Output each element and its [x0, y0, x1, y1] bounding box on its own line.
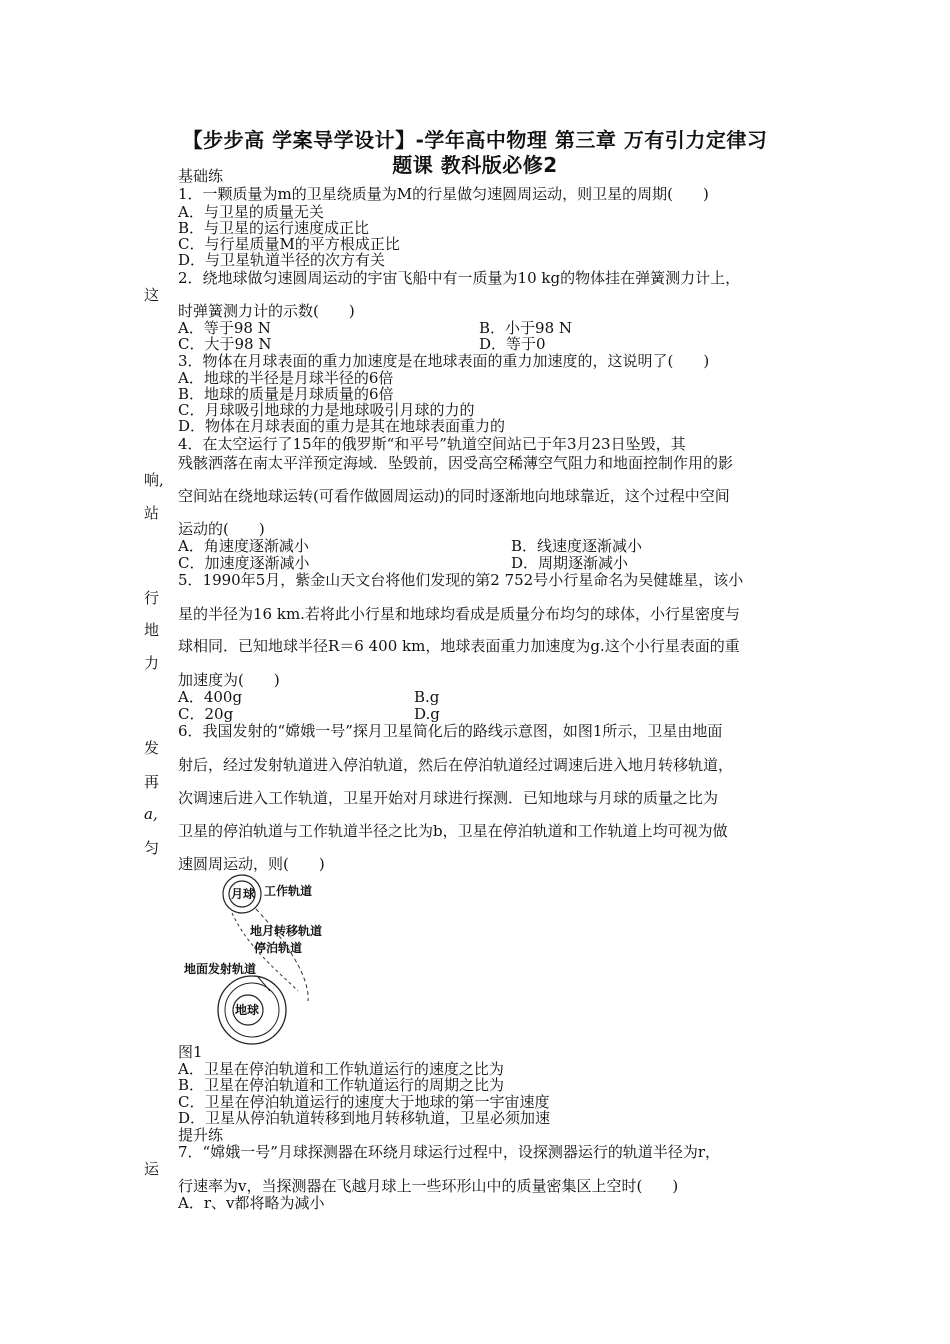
q7-margin-text: 运: [144, 1160, 160, 1178]
page-title-line-2: 题课 教科版必修2: [392, 153, 558, 177]
q7-stem-line-1: 7．“嫦娥一号”月球探测器在环绕月球运行过程中，设探测器运行的轨道半径为r，: [178, 1143, 721, 1161]
q4-stem-line-1: 4．在太空运行了15年的俄罗斯“和平号”轨道空间站已于年3月23日坠毁，其: [178, 435, 686, 453]
orbit-diagram: [170, 873, 340, 1049]
earth-label: 地球: [235, 1003, 260, 1017]
q2-stem-line-1: 2．绕地球做匀速圆周运动的宇宙飞船中有一质量为10 kg的物体挂在弹簧测力计上，: [178, 269, 741, 287]
moon-label: 月球: [231, 887, 256, 901]
launch-orbit-label: 地面发射轨道: [184, 962, 257, 976]
q5-stem-line-1: 5．1990年5月，紫金山天文台将他们发现的第2 752号小行星命名为吴健雄星，该小: [178, 571, 744, 589]
q3-option-c: C．月球吸引地球的力是地球吸引月球的力的: [178, 401, 475, 419]
q5-option-b: B.g: [414, 688, 440, 706]
q4-margin-text-2: 站: [144, 504, 160, 522]
q5-stem-line-3: 球相同．已知地球半径R＝6 400 km，地球表面重力加速度为g.这个小行星表面的重: [178, 637, 740, 655]
q2-option-d: D．等于0: [479, 335, 546, 353]
q4-stem-line-3: 空间站在绕地球运转(可看作做圆周运动)的同时逐渐地向地球靠近，这个过程中空间: [178, 487, 730, 505]
q1-stem: 1．一颗质量为m的卫星绕质量为M的行星做匀速圆周运动，则卫星的周期( ): [178, 185, 709, 203]
q5-margin-text-3: 力: [144, 654, 160, 672]
q1-option-b: B．与卫星的运行速度成正比: [178, 219, 370, 237]
q4-stem-line-4: 运动的( ): [178, 520, 265, 538]
q6-stem-line-5: 速圆周运动，则( ): [178, 855, 325, 873]
q7-stem-line-2: 行速率为v，当探测器在飞越月球上一些环形山中的质量密集区上空时( ): [178, 1177, 679, 1195]
q6-margin-text-4: 匀: [144, 839, 160, 857]
transfer-orbit-path: [256, 909, 308, 1001]
q6-stem-line-3: 次调速后进入工作轨道，卫星开始对月球进行探测．已知地球与月球的质量之比为: [178, 789, 719, 807]
q1-option-d: D．与卫星轨道半径的次方有关: [178, 251, 386, 269]
q6-margin-text-2: 再: [144, 773, 160, 791]
q1-option-a: A．与卫星的质量无关: [178, 203, 324, 221]
q4-stem-line-2: 残骸洒落在南太平洋预定海域．坠毁前，因受高空稀薄空气阻力和地面控制作用的影: [178, 454, 734, 472]
work-orbit-label: 工作轨道: [264, 884, 313, 898]
q2-option-c: C．大于98 N: [178, 335, 272, 353]
q2-stem-line-2: 时弹簧测力计的示数( ): [178, 302, 355, 320]
q3-stem: 3．物体在月球表面的重力加速度是在地球表面的重力加速度的，这说明了( ): [178, 352, 710, 370]
transfer-orbit-label: 地月转移轨道: [250, 924, 323, 938]
q5-stem-line-4: 加速度为( ): [178, 671, 280, 689]
q5-margin-text-1: 行: [144, 589, 160, 607]
q2-option-b: B．小于98 N: [479, 319, 573, 337]
section-heading-basic: 基础练: [178, 167, 224, 185]
q4-option-c: C．加速度逐渐减小: [178, 554, 310, 572]
q2-margin-text: 这: [144, 286, 160, 304]
q6-option-d: D．卫星从停泊轨道转移到地月转移轨道，卫星必须加速: [178, 1109, 551, 1127]
q6-stem-line-1: 6．我国发射的“嫦娥一号”探月卫星简化后的路线示意图，如图1所示，卫星由地面: [178, 722, 723, 740]
q1-option-c: C．与行星质量M的平方根成正比: [178, 235, 400, 253]
parking-orbit-label: 停泊轨道: [254, 941, 303, 955]
q4-margin-text-1: 响,: [144, 471, 164, 489]
q6-stem-line-2: 射后，经过发射轨道进入停泊轨道，然后在停泊轨道经过调速后进入地月转移轨道，: [178, 756, 734, 774]
q4-option-d: D．周期逐渐减小: [511, 554, 629, 572]
q3-option-a: A．地球的半径是月球半径的6倍: [178, 369, 394, 387]
q5-option-a: A．400g: [178, 688, 243, 706]
q5-margin-text-2: 地: [144, 621, 160, 639]
page-title-line-1: 【步步高 学案导学设计】-学年高中物理 第三章 万有引力定律习: [182, 128, 768, 152]
q6-option-c: C．卫星在停泊轨道运行的速度大于地球的第一宇宙速度: [178, 1093, 550, 1111]
q5-option-c: C．20g: [178, 705, 234, 723]
q3-option-d: D．物体在月球表面的重力是其在地球表面重力的: [178, 417, 506, 435]
q6-stem-line-4: 卫星的停泊轨道与工作轨道半径之比为b，卫星在停泊轨道和工作轨道上均可视为做: [178, 822, 728, 840]
q3-option-b: B．地球的质量是月球质量的6倍: [178, 385, 394, 403]
q6-margin-text-3: a,: [144, 805, 158, 823]
q5-stem-line-2: 星的半径为16 km.若将此小行星和地球均看成是质量分布均匀的球体，小行星密度与: [178, 605, 740, 623]
q5-option-d: D.g: [414, 705, 440, 723]
q6-margin-text-1: 发: [144, 739, 160, 757]
figure-caption: 图1: [178, 1043, 203, 1061]
q6-option-a: A．卫星在停泊轨道和工作轨道运行的速度之比为: [178, 1060, 504, 1078]
section-heading-advance: 提升练: [178, 1126, 224, 1144]
q4-option-a: A．角速度逐渐减小: [178, 537, 309, 555]
q6-option-b: B．卫星在停泊轨道和工作轨道运行的周期之比为: [178, 1076, 505, 1094]
q4-option-b: B．线速度逐渐减小: [511, 537, 643, 555]
q7-option-a: A．r、v都将略为减小: [178, 1194, 325, 1212]
q2-option-a: A．等于98 N: [178, 319, 271, 337]
